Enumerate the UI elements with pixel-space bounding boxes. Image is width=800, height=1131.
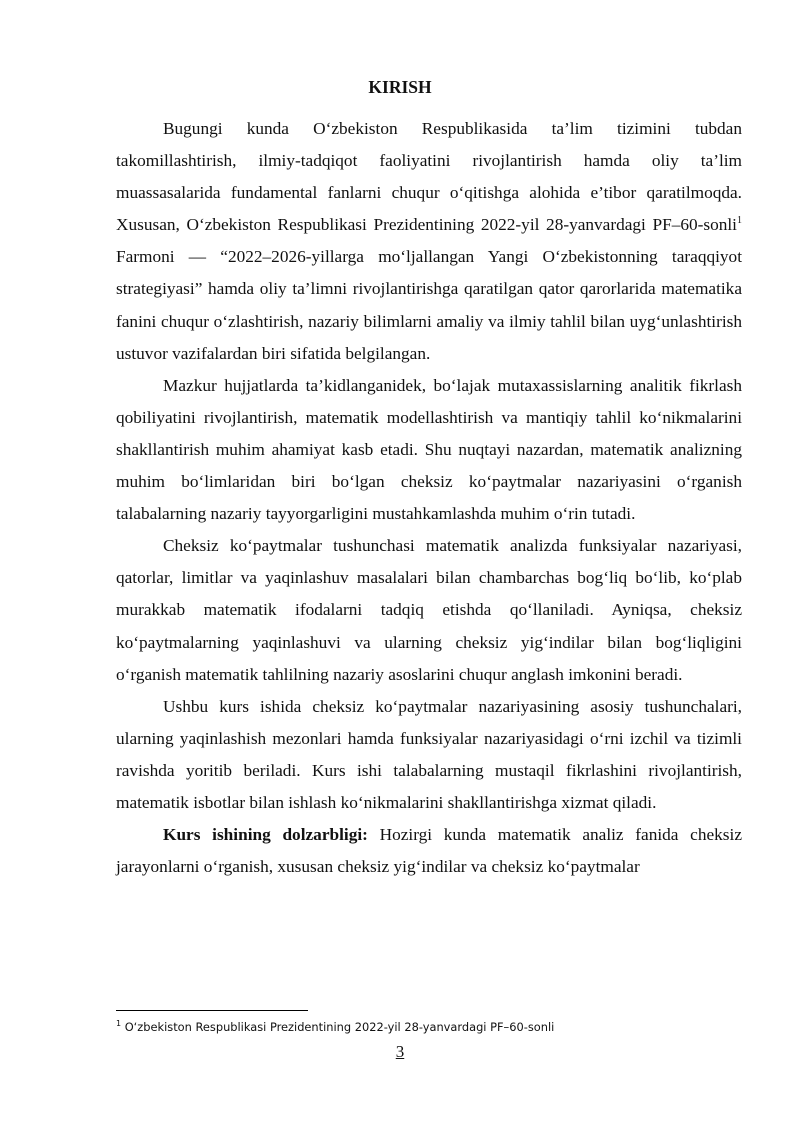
relevance-label: Kurs ishining dolzarbligi: bbox=[163, 825, 368, 845]
footnote-separator bbox=[116, 1010, 308, 1011]
footnote-reference: 1 bbox=[737, 215, 742, 227]
paragraph-3: Cheksiz ko‘paytmalar tushunchasi matematik analizda funksiyalar nazariyasi, qatorlar, limitlar va yaqinlashuv masalalari bilan chambarchas bog‘liq bo‘lib, ko‘plab murakkab matematik ifodalarni tadqiq etishda qo‘llaniladi. Ayniqsa, cheksiz ko‘paytmalarning yaqinlashuvi va ularning cheksiz yig‘indilar bilan bog‘liqligini o‘rganish matematik tahlilning nazariy asoslarini chuqur anglash imkonini beradi. bbox=[116, 536, 742, 684]
paragraph-5-text: Hozirgi kunda matematik analiz fanida cheksiz jarayonlarni o‘rganish, xususan cheksiz yig‘indilar va cheksiz ko‘paytmalar bbox=[116, 825, 742, 877]
paragraph-5 bbox=[116, 819, 742, 883]
paragraph-4: Ushbu kurs ishida cheksiz ko‘paytmalar nazariyasining asosiy tushunchalari, ularning yaqinlashish mezonlari hamda funksiyalar nazariyasidagi o‘rni izchil va tizimli ravishda yoritib beriladi. Kurs ishi talabalarning mustaqil fikrlashini rivojlantirish, matematik isbotlar bilan ishlash ko‘nikmalarini shakllantirishga xizmat qiladi. bbox=[116, 696, 742, 812]
section-heading: KIRISH bbox=[368, 77, 432, 97]
paragraph-1-text-a: Bugungi kunda O‘zbekiston Respublikasida ta’lim tizimini tubdan takomillashtirish, ilmiy-tadqiqot faoliyatini rivojlantirish hamda oliy ta’lim muassasalarida fundamental fanlarni chuqur o‘qitishga alohida e’tibor qaratilmoqda. Xususan, O‘zbekiston Respublikasi Prezidentining 2022-yil 28-yanvardagi PF–60-sonli bbox=[116, 119, 742, 235]
paragraph-1 bbox=[116, 113, 742, 370]
body-text bbox=[116, 113, 742, 883]
paragraph-2: Mazkur hujjatlarda ta’kidlanganidek, bo‘lajak mutaxassislarning analitik fikrlash qobiliyatini rivojlantirish, matematik modellashtirish va mantiqiy tahlil ko‘nikmalarini shakllantirish muhim ahamiyat kasb etadi. Shu nuqtayi nazardan, matematik analizning muhim bo‘limlaridan biri bo‘lgan cheksiz ko‘paytmalar nazariyasini o‘rganish talabalarning nazariy tayyorgarligini mustahkamlashda muhim o‘rin tutadi. bbox=[116, 375, 742, 524]
footnote-text: O‘zbekiston Respublikasi Prezidentining 2022-yil 28-yanvardagi PF–60-sonli bbox=[121, 1020, 555, 1034]
footnote-marker: 1 bbox=[116, 1019, 122, 1029]
page-number: 3 bbox=[395, 1042, 405, 1061]
paragraph-1-text-b: Farmoni — “2022–2026-yillarga mo‘ljallangan Yangi O‘zbekistonning taraqqiyot strategiyasi” hamda oliy ta’limni rivojlantirishga qaratilgan qator qarorlarida matematika fanini chuqur o‘zlashtirish, nazariy bilimlarni amaliy va ilmiy tahlil bilan uyg‘unlashtirish ustuvor vazifalardan biri sifatida belgilangan. bbox=[116, 247, 742, 363]
footnote bbox=[116, 1019, 742, 1035]
